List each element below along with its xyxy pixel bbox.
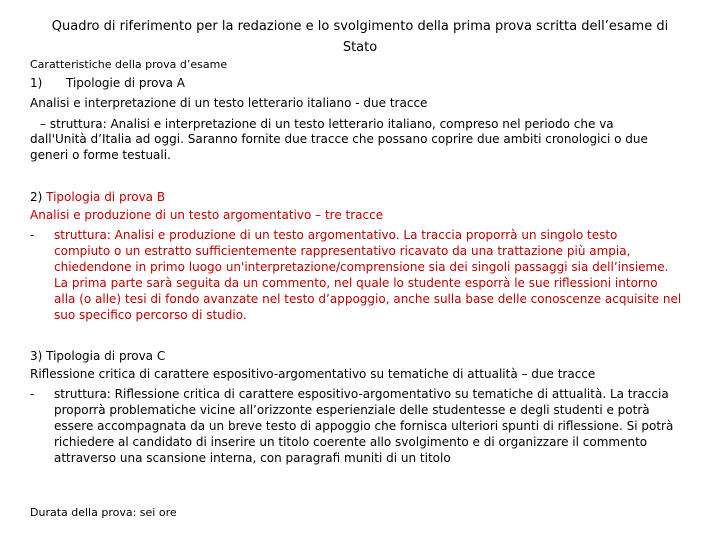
exam-duration: Durata della prova: sei ore xyxy=(30,506,177,519)
section-b-line: struttura: Analisi e produzione di un testo argomentativo. La traccia proporrà un singolo testo xyxy=(54,228,618,242)
section-c-line: essere accompagnata da un breve testo di appoggio che fornisca ulteriori spunti di riflessione. Si potrà xyxy=(54,419,674,433)
section-b-line: chiedendone in primo luogo un'interpretazione/comprensione sia dei singoli passaggi sia dell’insieme. xyxy=(54,260,669,274)
section-b-line: compiuto o un estratto sufficientemente rappresentativo ricavato da una trattazione più ampia, xyxy=(54,244,631,258)
section-b-line: alla (o alle) tesi di fondo avanzate nel testo d’appoggio, anche sulla base delle conoscenze acquisite nel xyxy=(54,292,682,306)
section-c-line: attraverso una scansione interna, con paragrafi muniti di un titolo xyxy=(54,451,451,465)
section-c-subheading: Riflessione critica di carattere espositivo-argomentativo su tematiche di attualità – due tracce xyxy=(30,367,596,381)
section-a-line: generi o forme testuali. xyxy=(30,148,171,162)
section-c-heading: 3) Tipologia di prova C xyxy=(30,349,166,363)
section-b-line: suo specifico percorso di studio. xyxy=(54,308,247,322)
section-b-line: La prima parte sarà seguita da un commento, nel quale lo studente esporrà le sue riflessioni intorno xyxy=(54,276,658,290)
section-a-number: 1) xyxy=(30,76,43,90)
section-b-bullet: - xyxy=(30,228,35,242)
section-b-heading-text: Tipologia di prova B xyxy=(46,190,166,204)
section-c-line: richiedere al candidato di inserire un titolo coerente allo svolgimento e di organizzare il commento xyxy=(54,435,648,449)
section-a-line: – struttura: Analisi e interpretazione di un testo letterario italiano, compreso nel periodo che va xyxy=(40,117,614,131)
section-c-line: struttura: Riflessione critica di carattere espositivo-argomentativo su tematiche di attualità. La traccia xyxy=(54,387,669,401)
subtitle: Caratteristiche della prova d’esame xyxy=(30,58,228,71)
page-title: Quadro di riferimento per la redazione e lo svolgimento della prima prova scritta dell’esame di Stato xyxy=(51,19,669,55)
section-a-line: dall'Unità d’Italia ad oggi. Saranno fornite due tracce che possano coprire due ambiti cronologici o due xyxy=(30,132,648,146)
section-b-subheading: Analisi e produzione di un testo argomentativo – tre tracce xyxy=(30,208,384,222)
section-c-line: proporrà problematiche vicine all’orizzonte esperienziale delle studentesse e degli studenti e potrà xyxy=(54,403,650,417)
section-a-heading: Tipologie di prova A xyxy=(66,76,185,90)
section-a-subheading: Analisi e interpretazione di un testo letterario italiano - due tracce xyxy=(30,96,428,110)
section-b-heading: 2) Tipologia di prova B xyxy=(30,190,166,204)
section-c-bullet: - xyxy=(30,387,35,401)
